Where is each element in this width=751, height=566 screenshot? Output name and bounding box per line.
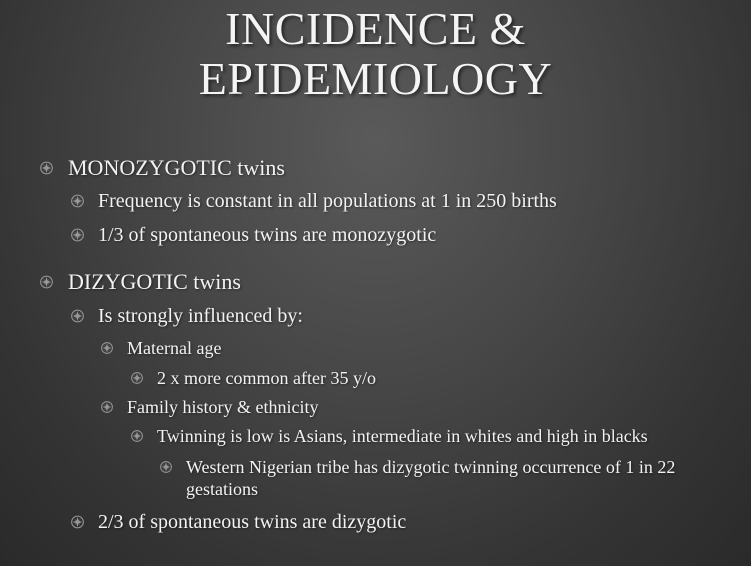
asterisk-flower-icon [40,276,53,289]
bullet-item-di-two-thirds [98,510,406,534]
asterisk-flower-icon [71,229,84,242]
asterisk-flower-icon [71,310,84,323]
asterisk-flower-icon [131,430,143,442]
bullet-item-mono-third [98,223,436,247]
slide-title-line-1: INCIDENCE & [225,3,526,54]
bullet-text: Is strongly influenced by: [98,305,303,327]
bullet-item-twinning-rates [157,425,648,447]
bullet-item-dizygotic [68,269,241,295]
asterisk-flower-icon [101,401,113,413]
bullet-item-maternal-age [127,337,221,359]
bullet-text: 2 x more common after 35 y/o [157,368,376,388]
bullet-item-family-history [127,396,319,418]
asterisk-flower-icon [40,162,53,175]
bullet-item-nigerian-tribe [186,456,726,500]
bullet-text: Western Nigerian tribe has dizygotic twinning occurrence of 1 in 22 gestations [186,457,676,499]
bullet-text: 2/3 of spontaneous twins are dizygotic [98,511,407,533]
bullet-text: 1/3 of spontaneous twins are monozygotic [98,224,437,246]
bullet-text: MONOZYGOTIC twins [68,155,285,180]
bullet-text: Maternal age [127,338,222,358]
bullet-item-frequency [98,189,557,213]
asterisk-flower-icon [160,461,172,473]
bullet-text: Twinning is low is Asians, intermediate in whites and high in blacks [157,426,648,446]
bullet-text: Family history & ethnicity [127,397,319,417]
asterisk-flower-icon [71,195,84,208]
bullet-text: DIZYGOTIC twins [68,269,241,294]
bullet-item-more-common [157,367,376,389]
asterisk-flower-icon [131,372,143,384]
bullet-item-monozygotic [68,155,285,181]
asterisk-flower-icon [71,516,84,529]
asterisk-flower-icon [101,342,113,354]
bullet-item-influenced [98,304,303,328]
bullet-text: Frequency is constant in all populations at 1 in 250 births [98,190,557,212]
slide-title-line-2: EPIDEMIOLOGY [198,53,553,104]
